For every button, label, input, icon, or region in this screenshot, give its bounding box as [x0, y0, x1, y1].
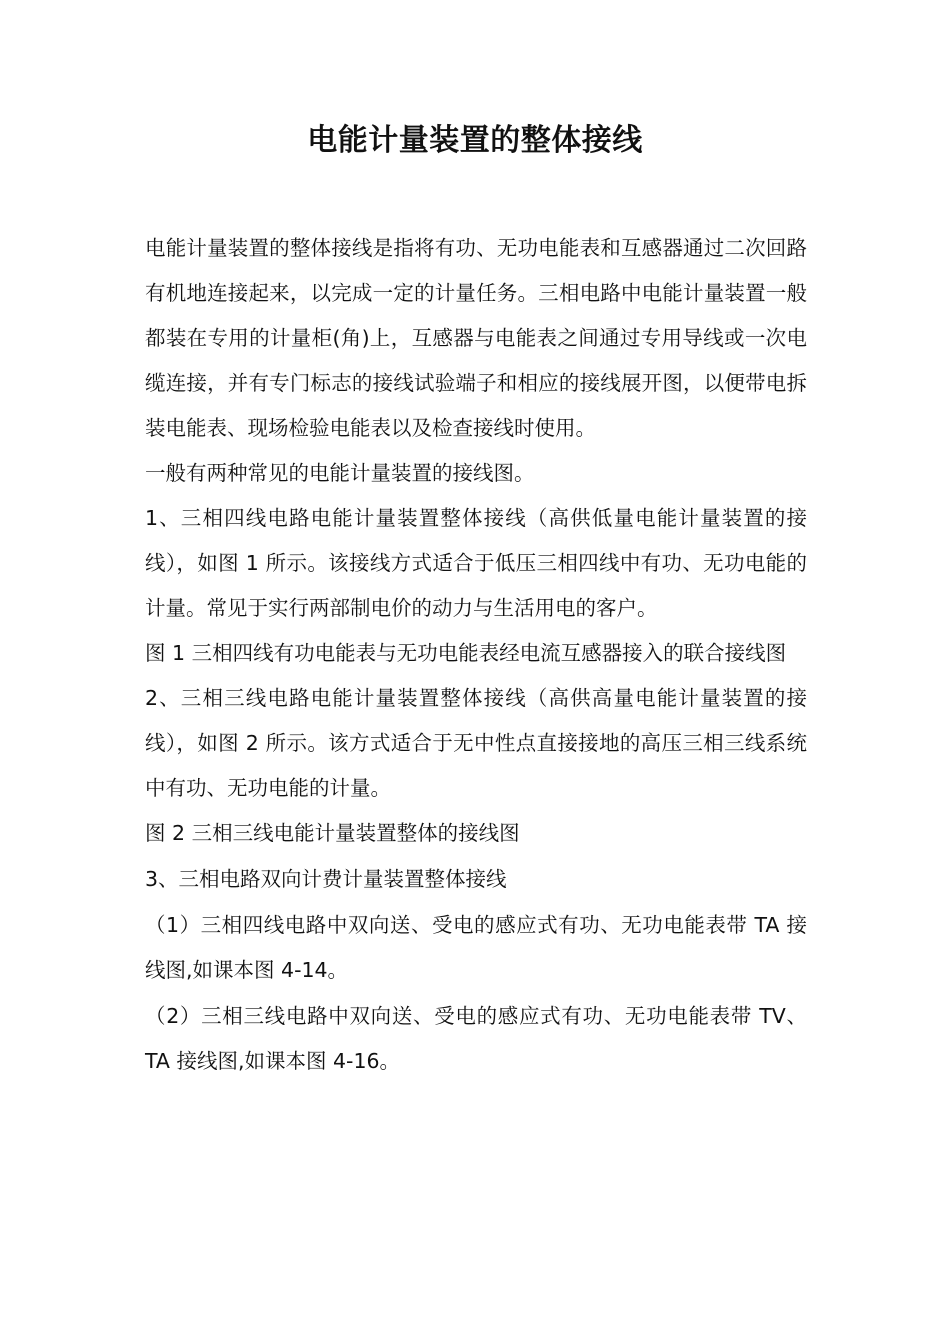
paragraph-item-1: 1、三相四线电路电能计量装置整体接线（高供低量电能计量装置的接线），如图 1 所示。该接线方式适合于低压三相四线中有功、无功电能的计量。常见于实行两部制电价的动力与生活用电的客户。: [145, 506, 807, 620]
document-body: [145, 226, 807, 1084]
paragraph-two-types: 一般有两种常见的电能计量装置的接线图。: [145, 461, 535, 485]
paragraph-item-2: 2、三相三线电路电能计量装置整体接线（高供高量电能计量装置的接线），如图 2 所示。该方式适合于无中性点直接接地的高压三相三线系统中有功、无功电能的计量。: [145, 686, 807, 800]
paragraph-item-3-1: （1）三相四线电路中双向送、受电的感应式有功、无功电能表带 TA 接线图,如课本图 4-14。: [145, 913, 807, 982]
paragraph-item-3: 3、三相电路双向计费计量装置整体接线: [145, 867, 507, 891]
paragraph-item-3-2: （2）三相三线电路中双向送、受电的感应式有功、无功电能表带 TV、TA 接线图,如课本图 4-16。: [145, 1004, 807, 1073]
figure-1-caption: 图 1 三相四线有功电能表与无功电能表经电流互感器接入的联合接线图: [145, 641, 787, 665]
figure-2-caption: 图 2 三相三线电能计量装置整体的接线图: [145, 821, 520, 845]
document-title: 电能计量装置的整体接线: [307, 123, 643, 158]
paragraph-intro: 电能计量装置的整体接线是指将有功、无功电能表和互感器通过二次回路有机地连接起来，以完成一定的计量任务。三相电路中电能计量装置一般都装在专用的计量柜(角)上，互感器与电能表之间通过专用导线或一次电缆连接，并有专门标志的接线试验端子和相应的接线展开图，以便带电拆装电能表、现场检验电能表以及检查接线时使用。: [145, 236, 807, 440]
